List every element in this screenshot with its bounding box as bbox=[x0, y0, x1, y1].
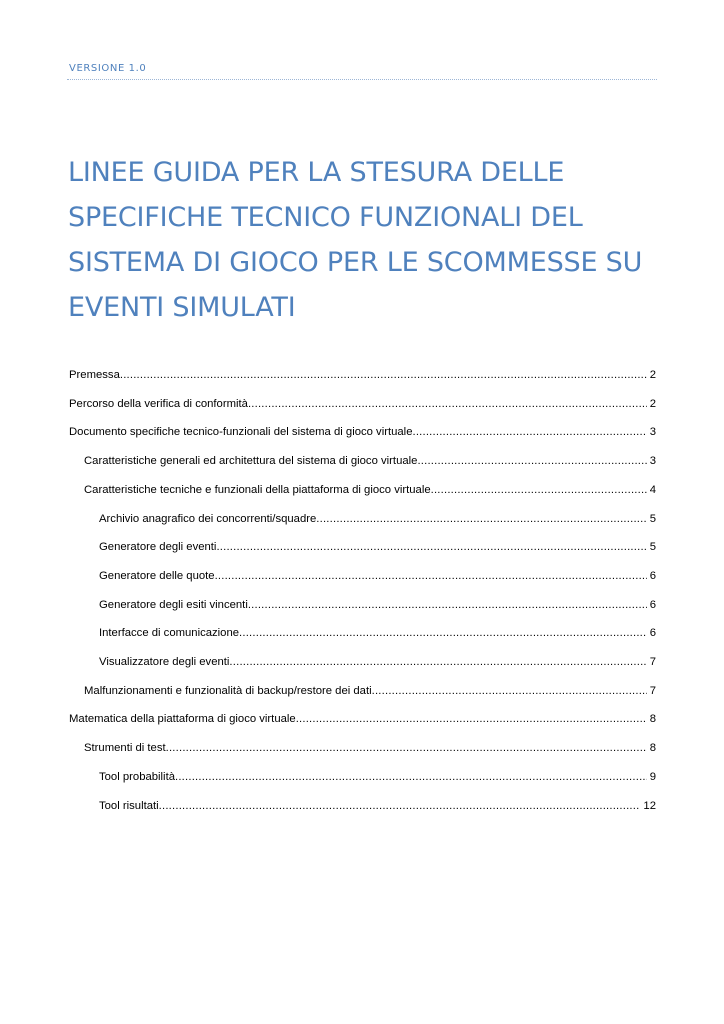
toc-entry-title: Generatore delle quote bbox=[99, 570, 215, 582]
toc-dot-leader bbox=[216, 540, 646, 554]
toc-entry[interactable] bbox=[99, 626, 656, 640]
toc-dot-leader bbox=[316, 512, 646, 526]
title-line: SPECIFICHE TECNICO FUNZIONALI DEL bbox=[68, 202, 583, 233]
toc-page-number: 12 bbox=[643, 800, 656, 812]
toc-page-number: 6 bbox=[649, 599, 656, 611]
toc-entry-title: Strumenti di test bbox=[84, 742, 166, 754]
toc-page-number: 3 bbox=[649, 455, 656, 467]
toc-page-number: 6 bbox=[649, 570, 656, 582]
toc-dot-leader bbox=[215, 569, 647, 583]
toc-entry[interactable] bbox=[99, 598, 656, 612]
toc-dot-leader bbox=[159, 799, 641, 813]
header-divider bbox=[67, 79, 657, 80]
toc-entry[interactable] bbox=[99, 770, 656, 784]
toc-entry[interactable] bbox=[69, 368, 656, 382]
toc-dot-leader bbox=[175, 770, 647, 784]
toc-entry[interactable] bbox=[84, 684, 656, 698]
toc-entry-title: Interfacce di comunicazione bbox=[99, 627, 240, 639]
toc-entry-title: Archivio anagrafico dei concorrenti/squadre bbox=[99, 513, 317, 525]
toc-page-number: 5 bbox=[649, 513, 656, 525]
toc-page-number: 2 bbox=[649, 398, 656, 410]
toc-entry-title: Generatore degli eventi bbox=[99, 541, 217, 553]
toc-page-number: 4 bbox=[649, 484, 656, 496]
document-title bbox=[68, 150, 668, 330]
toc-entry-title: Visualizzatore degli eventi bbox=[99, 656, 230, 668]
toc-page-number: 6 bbox=[649, 627, 656, 639]
title-line: EVENTI SIMULATI bbox=[68, 292, 296, 323]
toc-entry-title: Tool probabilità bbox=[99, 771, 175, 783]
toc-entry-title: Caratteristiche generali ed architettura del sistema di gioco virtuale bbox=[84, 455, 418, 467]
version-label: VERSIONE 1.0 bbox=[69, 63, 147, 74]
toc-dot-leader bbox=[372, 684, 647, 698]
toc-dot-leader bbox=[431, 483, 647, 497]
toc-page-number: 2 bbox=[649, 369, 656, 381]
toc-page-number: 3 bbox=[649, 426, 656, 438]
title-line: LINEE GUIDA PER LA STESURA DELLE bbox=[68, 157, 565, 188]
toc-entry-title: Caratteristiche tecniche e funzionali della piattaforma di gioco virtuale bbox=[84, 484, 431, 496]
toc-page-number: 9 bbox=[649, 771, 656, 783]
toc-entry-title: Malfunzionamenti e funzionalità di backup/restore dei dati bbox=[84, 685, 372, 697]
toc-dot-leader bbox=[248, 598, 647, 612]
toc-entry[interactable] bbox=[69, 712, 656, 726]
toc-entry[interactable] bbox=[99, 655, 656, 669]
toc-entry-title: Generatore degli esiti vincenti bbox=[99, 599, 248, 611]
toc-entry[interactable] bbox=[84, 454, 656, 468]
toc-page-number: 7 bbox=[649, 685, 656, 697]
toc-entry[interactable] bbox=[69, 397, 656, 411]
title-line: SISTEMA DI GIOCO PER LE SCOMMESSE SU bbox=[68, 247, 643, 278]
toc-dot-leader bbox=[120, 368, 647, 382]
toc-entry[interactable] bbox=[99, 512, 656, 526]
toc-entry[interactable] bbox=[99, 569, 656, 583]
toc-entry-title: Tool risultati bbox=[99, 800, 159, 812]
toc-dot-leader bbox=[412, 425, 646, 439]
toc-page-number: 7 bbox=[649, 656, 656, 668]
toc-dot-leader bbox=[248, 397, 647, 411]
toc-page-number: 8 bbox=[649, 713, 656, 725]
toc-dot-leader bbox=[229, 655, 646, 669]
toc-entry[interactable] bbox=[69, 425, 656, 439]
toc-entry-title: Premessa bbox=[69, 369, 120, 381]
toc-entry[interactable] bbox=[99, 799, 656, 813]
toc-dot-leader bbox=[417, 454, 646, 468]
toc-dot-leader bbox=[166, 741, 647, 755]
toc-entry-title: Documento specifiche tecnico-funzionali del sistema di gioco virtuale bbox=[69, 426, 413, 438]
toc-entry[interactable] bbox=[84, 483, 656, 497]
toc-entry-title: Percorso della verifica di conformità bbox=[69, 398, 248, 410]
toc-dot-leader bbox=[296, 712, 647, 726]
toc-entry[interactable] bbox=[84, 741, 656, 755]
toc-entry-title: Matematica della piattaforma di gioco virtuale bbox=[69, 713, 296, 725]
toc-dot-leader bbox=[239, 626, 647, 640]
toc-page-number: 5 bbox=[649, 541, 656, 553]
toc-page-number: 8 bbox=[649, 742, 656, 754]
toc-entry[interactable] bbox=[99, 540, 656, 554]
